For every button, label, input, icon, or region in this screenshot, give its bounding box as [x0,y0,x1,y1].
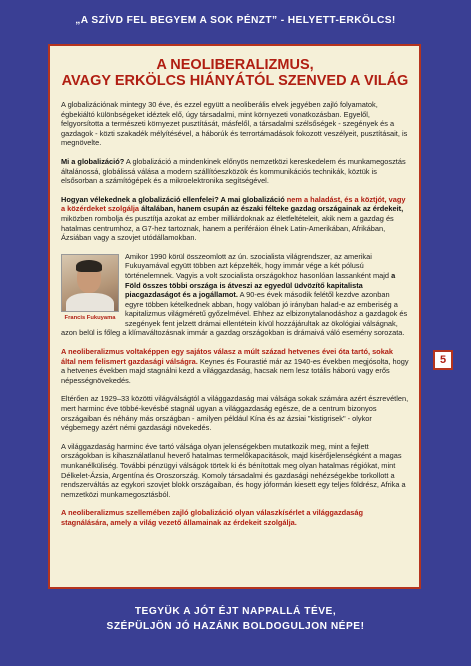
crisis-text: Keynes és Fourastié már az 1940-es években megjósolta, hogy a hetvenes években majd stagnálni kezd a világgazdaság, hacsak nem lesz totális háború vagy erős népességnövekedés. [61,356,409,385]
opponents-highlight: nem a haladást, és a köztjót, vagy a közérdeket szolgálja [61,194,406,214]
definition-text: A globalizáció a mindenkinek előnyös nemzetközi kereskedelem és munkamegosztás általánossá, globálissá válása a modern szállítóeszközök és kommunikációs technikák, köztük is elsősorban a számítógépek és a mikroelektronika segítségével. [61,156,406,186]
headline-line-2: AVAGY ERKÖLCS HIÁNYÁTÓL SZENVED A VILÁG [61,73,409,89]
top-banner-text: „A SZÍVD FEL BEGYEM A SOK PÉNZT” - HELYETT-ERKÖLCS! [75,14,396,26]
opponents-bold: általában, hanem csupán az északi félteke gazdag országainak az érdekeit, [139,204,404,214]
page-number: 5 [439,354,447,366]
portrait-caption: Francis Fukuyama [64,314,116,321]
fukuyama-text-c: A 90-es évek második felétől kezdve azonban egyre többen kételkednek abban, hogy valóban jó irányban halad-e az emberiség a kapitalizmus világméretű győzelmével. Ehhez az elbizonytalanodáshoz a gazdagok és szegények fent jelzett drámai ellentétein kívül hozzájárultak az ökológiai válságnak, azon belül is főleg a klímaváltozásnak immár a gazdag országokban is drámaivá váló esemény sorozata. [61,290,408,338]
paragraph-symptoms: A világgazdaság harminc éve tartó válsága olyan jelenségekben mutatkozik meg, mint a fejlett országokban is kihasználatlanul heverő hatalmas termelőkapacitások, majd kisérőjelenségként a magas munkanélküliség. További pénzügyi válságok törtek ki és bénítottak meg olyan hatalmas régiókat, mint Délkelet-Ázsia, Argentína és Oroszország. Komoly társadalmi és gazdasági nehézségekbe torkollott a rendszerváltás az egykori szovjet blokk országaiban, és hogy jóformán kiesett egy teljes földrész, Afrika a nemzetközi munkamegosztásból. [61,441,406,499]
paragraph-definition [61,157,409,186]
paragraph-opponents [61,195,409,243]
article-headline [61,57,409,89]
bottom-banner [0,604,471,634]
crisis-highlight: A neoliberalizmus voltaképpen egy sajátos válasz a múlt század hetvenes évei óta tartó, sokak által nem felismert gazdasági válságra. [61,347,394,366]
paragraph-conclusion: A neoliberalizmus szellemében zajló globalizáció olyan válaszkísérlet a világgazdaság stagnálására, amely a világ vezető államainak az érdekeit szolgálja. [61,508,364,527]
paragraph-comparison: Eltérően az 1929–33 közötti világválságtól a világgazdaság mai válsága sokak számára azért észrevétlen, mert harminc éve többé-kevésbé stagnál ugyan a világgazdaság egésze, de a centrum bizonyos országaiban és néhány más országban - amilyen például Kína és az ázsiai "kistigrisek" - olykor végbemegy azért némi gazdasági növekedés. [61,394,409,433]
definition-lead: Mi a globalizáció? [61,156,125,166]
bottom-banner-line-1: TEGYÜK A JÓT ÉJT NAPPALLÁ TÉVE, [134,606,337,617]
fukuyama-bold: a Föld összes többi országa is átveszi az egyedül üdvözítő kapitalista piacgazdaságot és a jogállamot. [125,270,396,300]
page-number-badge [433,350,453,370]
headline-line-1: A NEOLIBERALIZMUS, [156,57,314,73]
article-page [48,44,421,589]
portrait-photo [61,254,119,312]
paragraph-intro: A globalizációnak mintegy 30 éve, és ezzel együtt a neoliberális elvek jegyében zajló folyamatok, égbekiáltó különbségeket idéztek elő, úgy társadalmi, mint környezeti vonatkozásban. Egyelől, felgyorsította a természeti környezet pusztítását, másfelől, a társadalmi szélsőségek - szegények és a gazdagok - közti szakadék mélyítésével, a háborúk és terrortámadások fokozott veszélyeit, pusztításait, is megnövelte. [61,100,408,148]
bottom-banner-line-2: SZÉPÜLJÖN JÓ HAZÁNK BOLDOGULJON NÉPE! [106,621,365,632]
opponents-text: miközben rombolja és pusztítja azokat az ember milliárdoknak az életfeltételeit, akik nem a gazdag és hatalmas centrumhoz, a G7-hez tartoznak, hanem a periféráion élnek Latin-Amerikában, Afrikában, Ázsiában vagy a szovjet utódállamokban. [61,213,394,243]
portrait-figure [61,254,119,321]
paragraph-crisis [61,347,409,385]
top-banner [0,0,471,40]
fukuyama-text-a: Amikor 1990 körül összeomlott az ún. szocialista világrendszer, az amerikai Fukuyamával együtt többen azt képzelték, hogy immár vége a két pólusú történelemnek. Vagyis a volt szocialista országokhoz hasonlóan lassanként majd [125,251,392,280]
opponents-lead: Hogyan vélekednek a globalizáció ellenfelei? A mai globalizáció [61,194,287,204]
